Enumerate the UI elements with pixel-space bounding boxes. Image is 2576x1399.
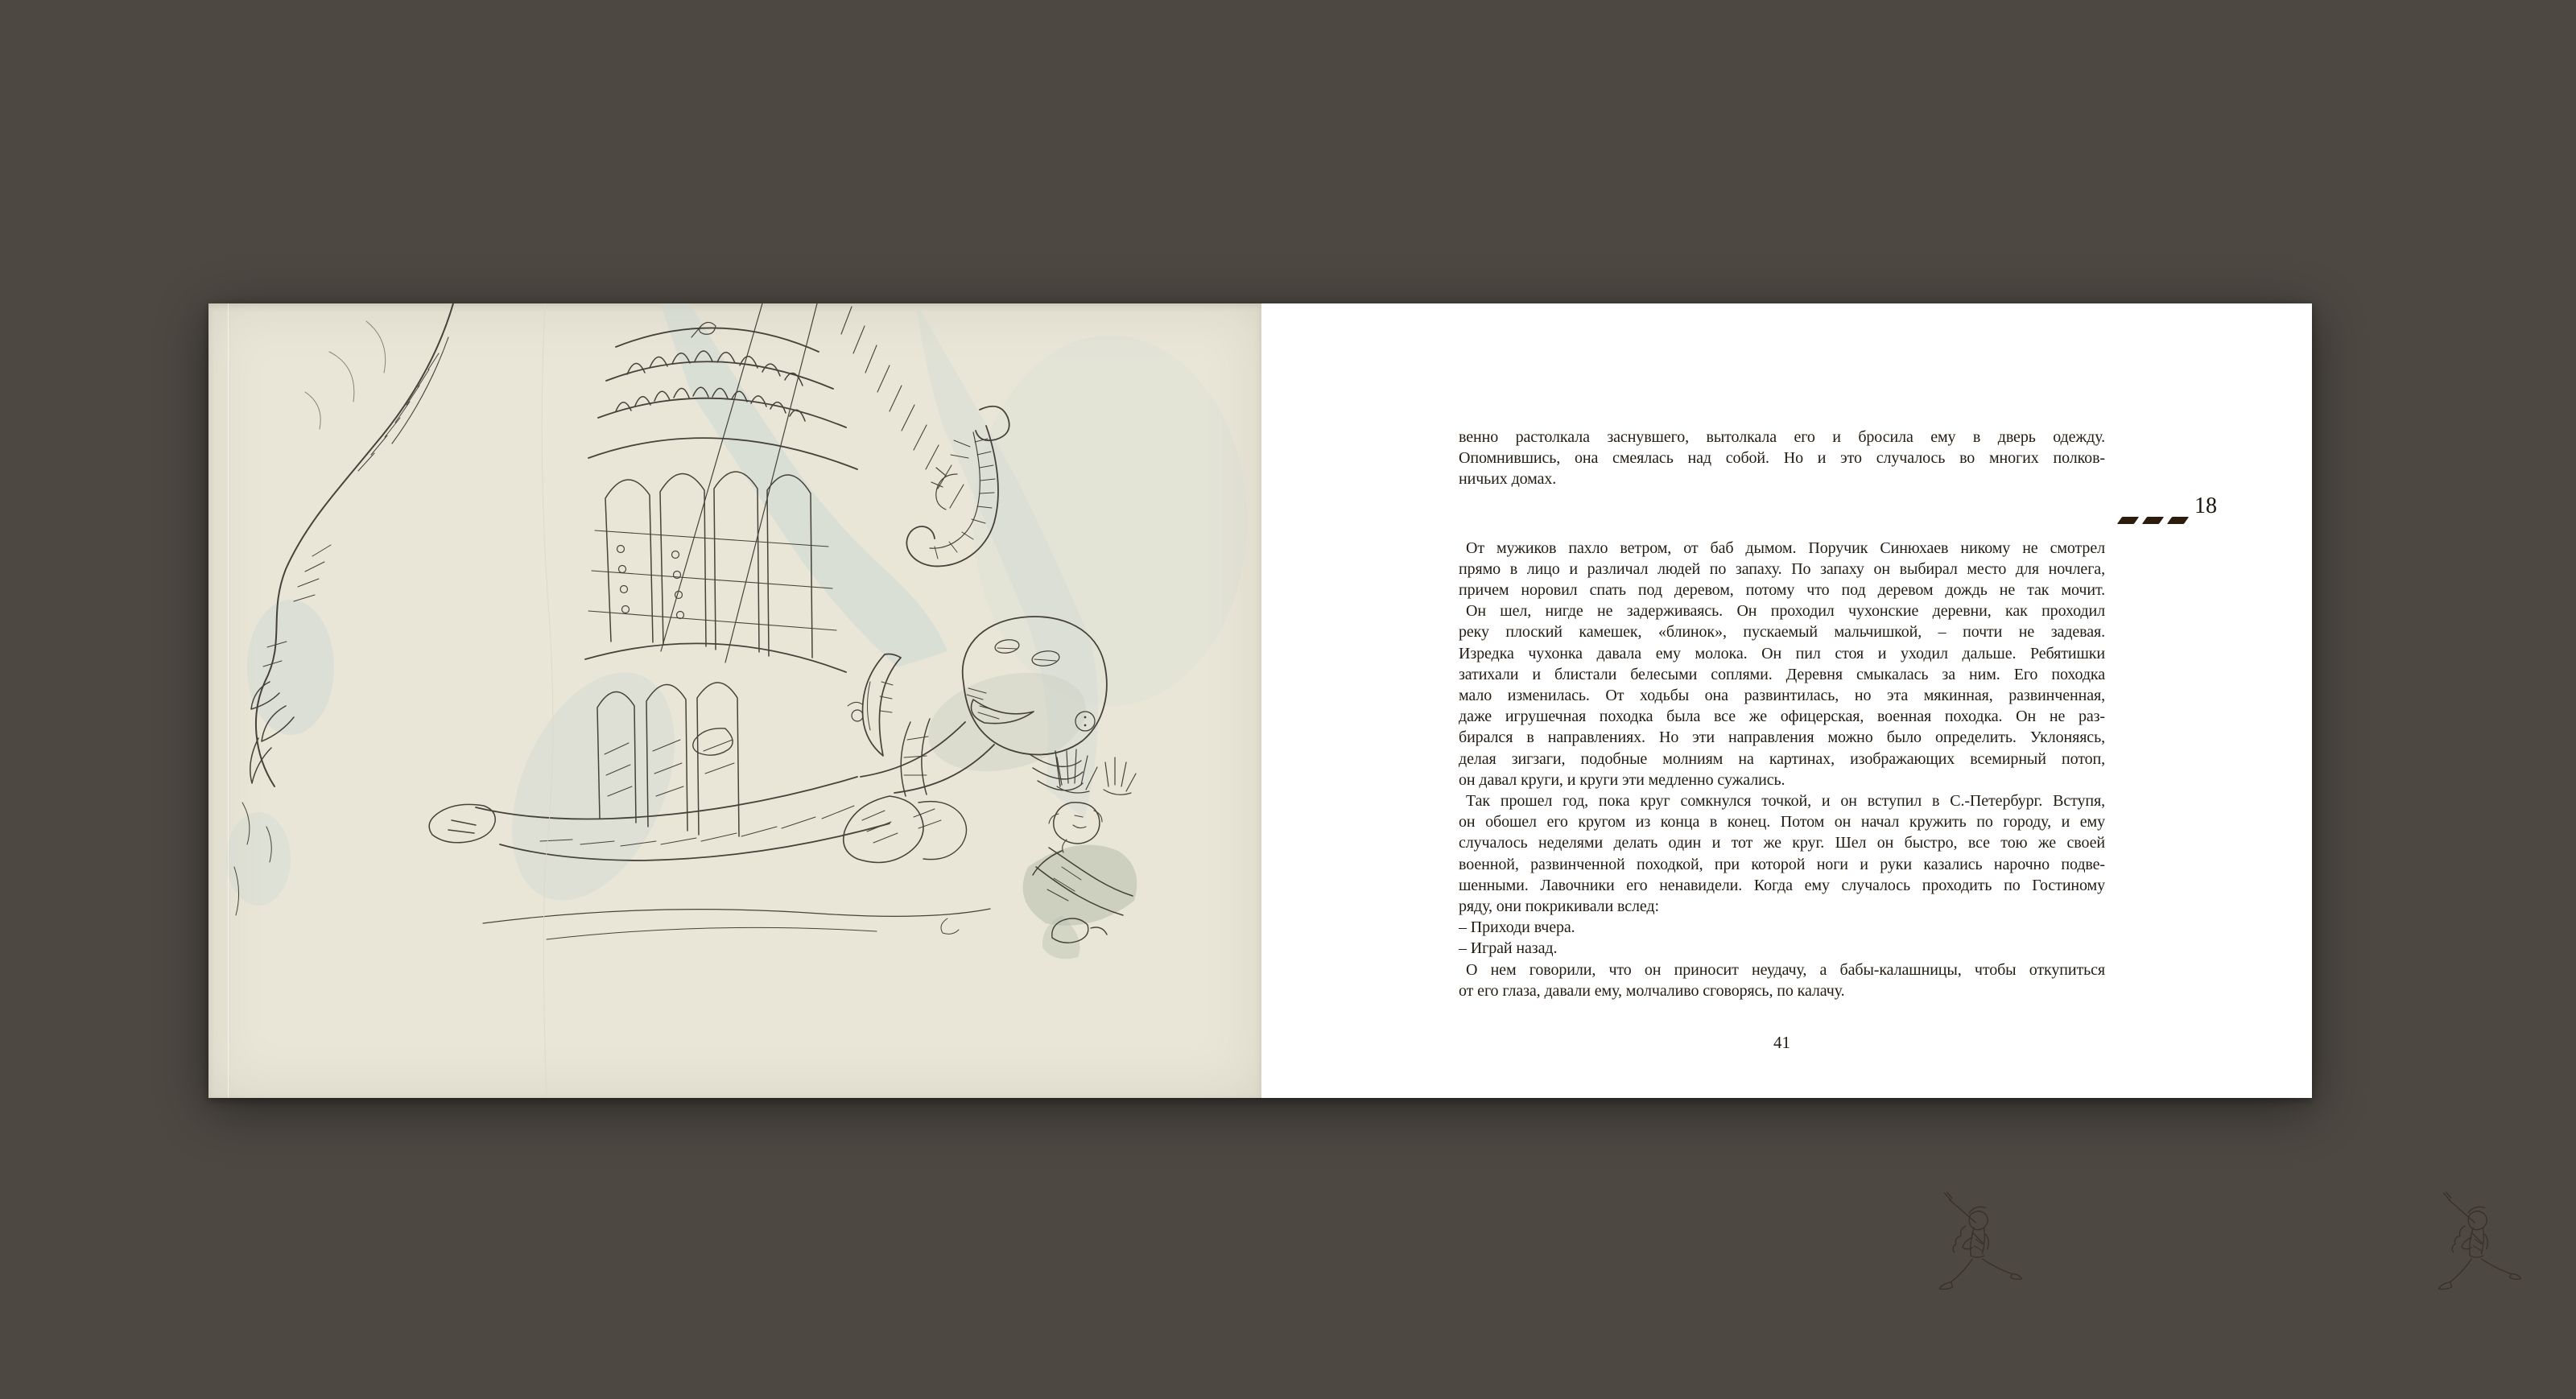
right-page: [1261, 303, 2312, 1098]
paper-crease: [542, 303, 553, 1098]
text-line: бирался в направлениях. Но эти направления можно было определить. Уклоняясь,: [1459, 728, 2105, 747]
text-line: причем норовил спать под деревом, потому что под деревом дождь не так мочит.: [1459, 581, 2105, 600]
ink-illustration: [208, 303, 1261, 1098]
text-line: реку плоский камешек, «блинок», пускаемый мальчишкой, – почти не задевая.: [1459, 623, 2105, 642]
chapter-dash: [2142, 517, 2164, 524]
watercolor-washes: [226, 303, 1247, 959]
text-line: От мужиков пахло ветром, от баб дымом. Поручик Синюхаев никому не смотрел: [1466, 539, 2105, 557]
text-line: делая зигзаги, подобные молниям на картинах, изображающих всемирный потоп,: [1459, 749, 2105, 768]
text-line: Опомнившись, она смеялась над собой. Но и это случалось во многих полков-: [1459, 449, 2105, 468]
text-line: Он шел, нигде не задерживаясь. Он проходил чухонские деревни, как проходил: [1466, 602, 2105, 621]
text-line: – Играй назад.: [1459, 939, 1558, 958]
chapter-number: 18: [2194, 493, 2217, 518]
text-line: О нем говорили, что он приносит неудачу, а бабы-калашницы, чтобы откупиться: [1466, 960, 2105, 979]
text-line: затихали и блистали белесыми соплями. Деревня смыкалась за ним. Его походка: [1459, 665, 2105, 683]
marching-soldier-sketch: [1924, 1190, 2037, 1293]
text-line: прямо в лицо и различал людей по запаху. По запаху он выбирал место для ночлега,: [1459, 559, 2105, 578]
text-line: он давал круги, и круги эти медленно сужались.: [1459, 770, 1785, 789]
text-line: – Приходи вчера.: [1459, 918, 1575, 937]
paragraph-gap: [1459, 490, 2105, 538]
text-line: ничьих домах.: [1459, 470, 1557, 489]
text-line: венно растолкала заснувшего, вытолкала его и бросила ему в дверь одежду.: [1459, 428, 2105, 446]
marching-soldier-sketch: [2423, 1190, 2536, 1293]
text-line: Так прошел год, пока круг сомкнулся точкой, и он вступил в С.-Петербург. Вступя,: [1466, 792, 2105, 811]
text-line: военной, развинченной походкой, при которой ноги и руки казались нарочно подве-: [1459, 855, 2105, 873]
book-spread: [208, 303, 2312, 1098]
chapter-marker: [2120, 495, 2217, 524]
text-line: Изредка чухонка давала ему молока. Он пил стоя и уходил дальше. Ребятишки: [1459, 644, 2105, 662]
chapter-dash: [2167, 517, 2189, 524]
left-page: [208, 303, 1261, 1098]
text-line: шенными. Лавочники его ненавидели. Когда ему случалось проходить по Гостиному: [1459, 876, 2105, 894]
page-number: 41: [1773, 1033, 1790, 1052]
chapter-dashes: [2120, 517, 2194, 524]
text-line: он обошел его кругом из конца в конец. Потом он начал кружить по городу, и ему: [1459, 813, 2105, 832]
text-line: случалось неделями делать один и тот же круг. Шел он быстро, все тою же своей: [1459, 834, 2105, 852]
text-line: от его глаза, давали ему, молчаливо сговорясь, по калачу.: [1459, 981, 1845, 1000]
text-line: мало изменилась. От ходьбы она развинтилась, но эта мякинная, развинченная,: [1459, 687, 2105, 705]
text-block: [1459, 427, 2105, 1001]
text-line: ряду, они покрикивали вслед:: [1459, 898, 1659, 916]
chapter-dash: [2117, 517, 2139, 524]
text-line: даже игрушечная походка была все же офицерская, военная походка. Он не раз-: [1459, 708, 2105, 726]
